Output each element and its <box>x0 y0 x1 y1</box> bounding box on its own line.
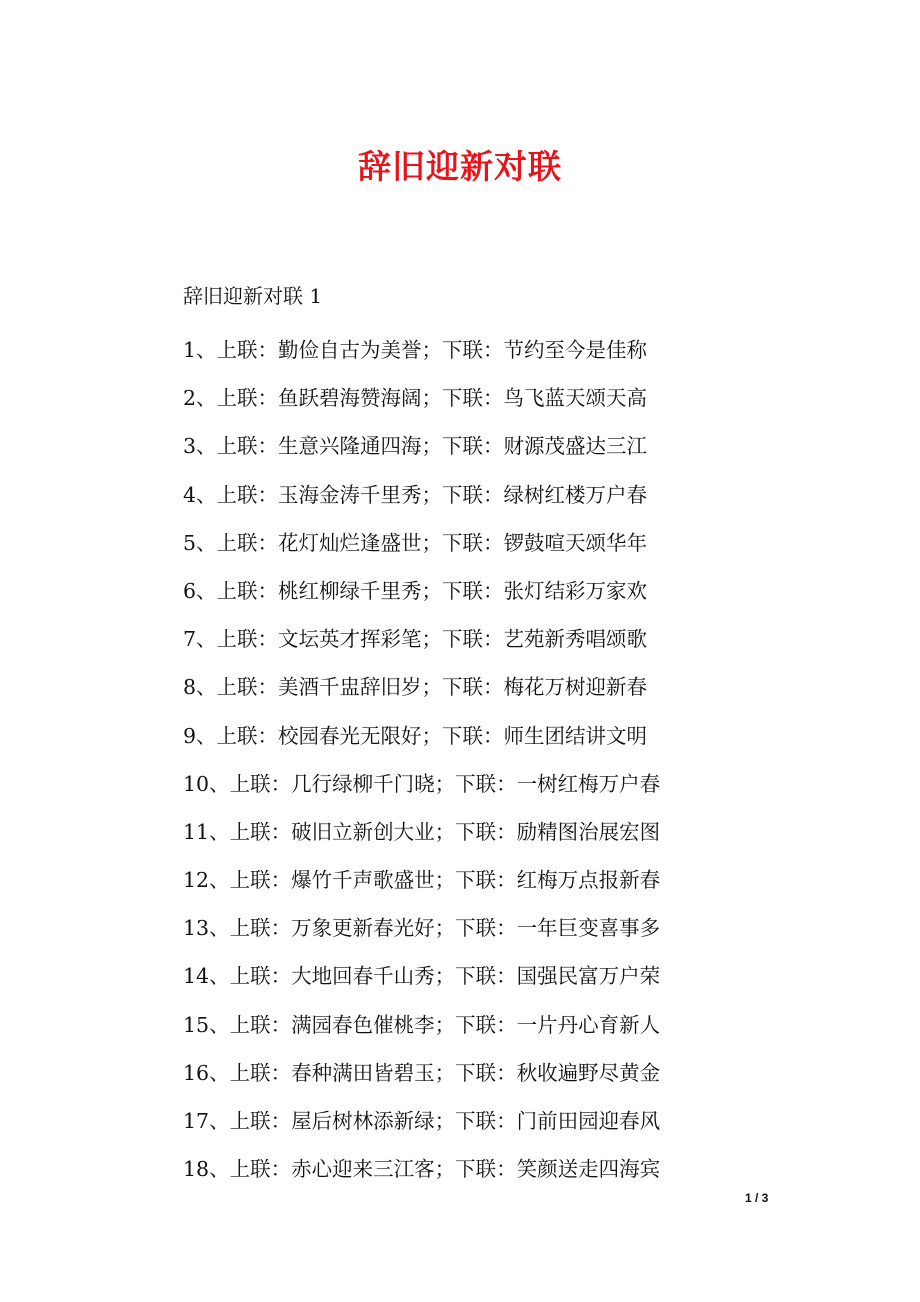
page-title: 辞旧迎新对联 <box>358 147 562 186</box>
couplet-number: 1、 <box>183 338 217 362</box>
couplet-number: 11、 <box>183 819 230 844</box>
couplet-item <box>183 663 743 711</box>
lower-line: 鸟飞蓝天颂天高 <box>503 386 648 411</box>
couplet-item <box>183 760 743 808</box>
lower-line: 绿树红楼万户春 <box>503 482 648 507</box>
couplet-item <box>183 1145 743 1193</box>
lower-line: 门前田园迎春风 <box>516 1109 661 1133</box>
couplet-item <box>183 712 743 760</box>
upper-label: 上联： <box>216 530 279 555</box>
couplet-number: 16、 <box>183 1060 230 1085</box>
couplet-item <box>183 952 743 1000</box>
lower-line: 张灯结彩万家欢 <box>503 578 648 603</box>
lower-label: 下联： <box>442 338 504 362</box>
upper-label: 上联： <box>229 964 292 989</box>
couplet-item <box>183 1049 743 1097</box>
couplet-number: 15、 <box>183 1012 230 1037</box>
upper-line: 鱼跃碧海赞海阔； <box>278 386 443 411</box>
lower-line: 财源茂盛达三江 <box>503 434 648 459</box>
lower-label: 下联： <box>442 386 504 411</box>
upper-label: 上联： <box>229 868 292 893</box>
upper-label: 上联： <box>229 916 292 941</box>
upper-line: 文坛英才挥彩笔； <box>278 627 443 652</box>
couplet-item <box>183 471 743 519</box>
upper-line: 美酒千盅辞旧岁； <box>278 675 443 700</box>
upper-line: 花灯灿烂逢盛世； <box>278 530 443 555</box>
couplet-list <box>183 326 743 1193</box>
lower-label: 下联： <box>442 675 504 700</box>
lower-label: 下联： <box>455 1109 517 1133</box>
lower-line: 秋收遍野尽黄金 <box>516 1060 661 1085</box>
couplet-number: 9、 <box>183 723 217 748</box>
upper-label: 上联： <box>229 1109 292 1133</box>
upper-line: 玉海金涛千里秀； <box>278 482 443 507</box>
lower-label: 下联： <box>455 1060 517 1085</box>
couplet-number: 10、 <box>183 771 230 796</box>
lower-label: 下联： <box>455 916 517 941</box>
lower-label: 下联： <box>442 578 504 603</box>
lower-label: 下联： <box>455 868 517 893</box>
couplet-number: 5、 <box>183 530 217 555</box>
lower-label: 下联： <box>455 964 517 989</box>
upper-line: 万象更新春光好； <box>291 916 456 941</box>
upper-label: 上联： <box>229 1060 292 1085</box>
couplet-item <box>183 519 743 567</box>
couplet-number: 3、 <box>183 434 217 459</box>
couplet-item <box>183 1097 743 1145</box>
document-body <box>183 278 743 1193</box>
lower-line: 梅花万树迎新春 <box>503 675 648 700</box>
couplet-number: 8、 <box>183 675 217 700</box>
couplet-item <box>183 856 743 904</box>
upper-line: 几行绿柳千门晓； <box>291 771 456 796</box>
upper-label: 上联： <box>229 1012 292 1037</box>
upper-line: 屋后树林添新绿； <box>291 1109 456 1133</box>
couplet-item <box>183 904 743 952</box>
upper-label: 上联： <box>216 338 279 362</box>
upper-line: 满园春色催桃李； <box>291 1012 456 1037</box>
upper-label: 上联： <box>229 819 292 844</box>
upper-label: 上联： <box>229 771 292 796</box>
couplet-number: 7、 <box>183 627 217 652</box>
upper-line: 勤俭自古为美誉； <box>278 338 443 362</box>
upper-line: 爆竹千声歌盛世； <box>291 868 456 893</box>
upper-line: 生意兴隆通四海； <box>278 434 443 459</box>
lower-label: 下联： <box>455 1012 517 1037</box>
upper-line: 春种满田皆碧玉； <box>291 1060 456 1085</box>
couplet-number: 13、 <box>183 916 230 941</box>
lower-line: 艺苑新秀唱颂歌 <box>503 627 648 652</box>
upper-label: 上联： <box>216 386 279 411</box>
lower-label: 下联： <box>442 482 504 507</box>
upper-label: 上联： <box>216 482 279 507</box>
lower-line: 励精图治展宏图 <box>516 819 661 844</box>
couplet-item <box>183 326 743 374</box>
page-number: 1 / 3 <box>745 1191 769 1205</box>
lower-line: 节约至今是佳称 <box>503 338 648 362</box>
upper-label: 上联： <box>216 627 279 652</box>
upper-label: 上联： <box>216 434 279 459</box>
lower-line: 锣鼓喧天颂华年 <box>503 530 648 555</box>
couplet-item <box>183 422 743 470</box>
lower-label: 下联： <box>455 819 517 844</box>
couplet-item <box>183 808 743 856</box>
upper-label: 上联： <box>229 1157 292 1182</box>
lower-label: 下联： <box>455 771 517 796</box>
upper-label: 上联： <box>216 675 279 700</box>
lower-line: 国强民富万户荣 <box>516 964 661 989</box>
upper-label: 上联： <box>216 723 279 748</box>
upper-line: 校园春光无限好； <box>278 723 443 748</box>
couplet-item <box>183 374 743 422</box>
lower-label: 下联： <box>442 723 504 748</box>
couplet-item <box>183 615 743 663</box>
upper-line: 破旧立新创大业； <box>291 819 456 844</box>
lower-line: 一片丹心育新人 <box>516 1012 661 1037</box>
lower-label: 下联： <box>442 627 504 652</box>
upper-label: 上联： <box>216 578 279 603</box>
lower-line: 一年巨变喜事多 <box>516 916 661 941</box>
couplet-number: 17、 <box>183 1109 230 1133</box>
lower-line: 师生团结讲文明 <box>503 723 648 748</box>
lower-label: 下联： <box>442 434 504 459</box>
section-heading: 辞旧迎新对联 1 <box>183 284 323 308</box>
lower-label: 下联： <box>442 530 504 555</box>
lower-line: 一树红梅万户春 <box>516 771 661 796</box>
couplet-number: 12、 <box>183 868 230 893</box>
upper-line: 赤心迎来三江客； <box>291 1157 456 1182</box>
lower-label: 下联： <box>455 1157 517 1182</box>
lower-line: 笑颜送走四海宾 <box>516 1157 661 1182</box>
couplet-item <box>183 567 743 615</box>
lower-line: 红梅万点报新春 <box>516 868 661 893</box>
couplet-item <box>183 1001 743 1049</box>
couplet-number: 6、 <box>183 578 217 603</box>
upper-line: 桃红柳绿千里秀； <box>278 578 443 603</box>
couplet-number: 14、 <box>183 964 230 989</box>
couplet-number: 18、 <box>183 1157 230 1182</box>
couplet-number: 4、 <box>183 482 217 507</box>
upper-line: 大地回春千山秀； <box>291 964 456 989</box>
couplet-number: 2、 <box>183 386 217 411</box>
